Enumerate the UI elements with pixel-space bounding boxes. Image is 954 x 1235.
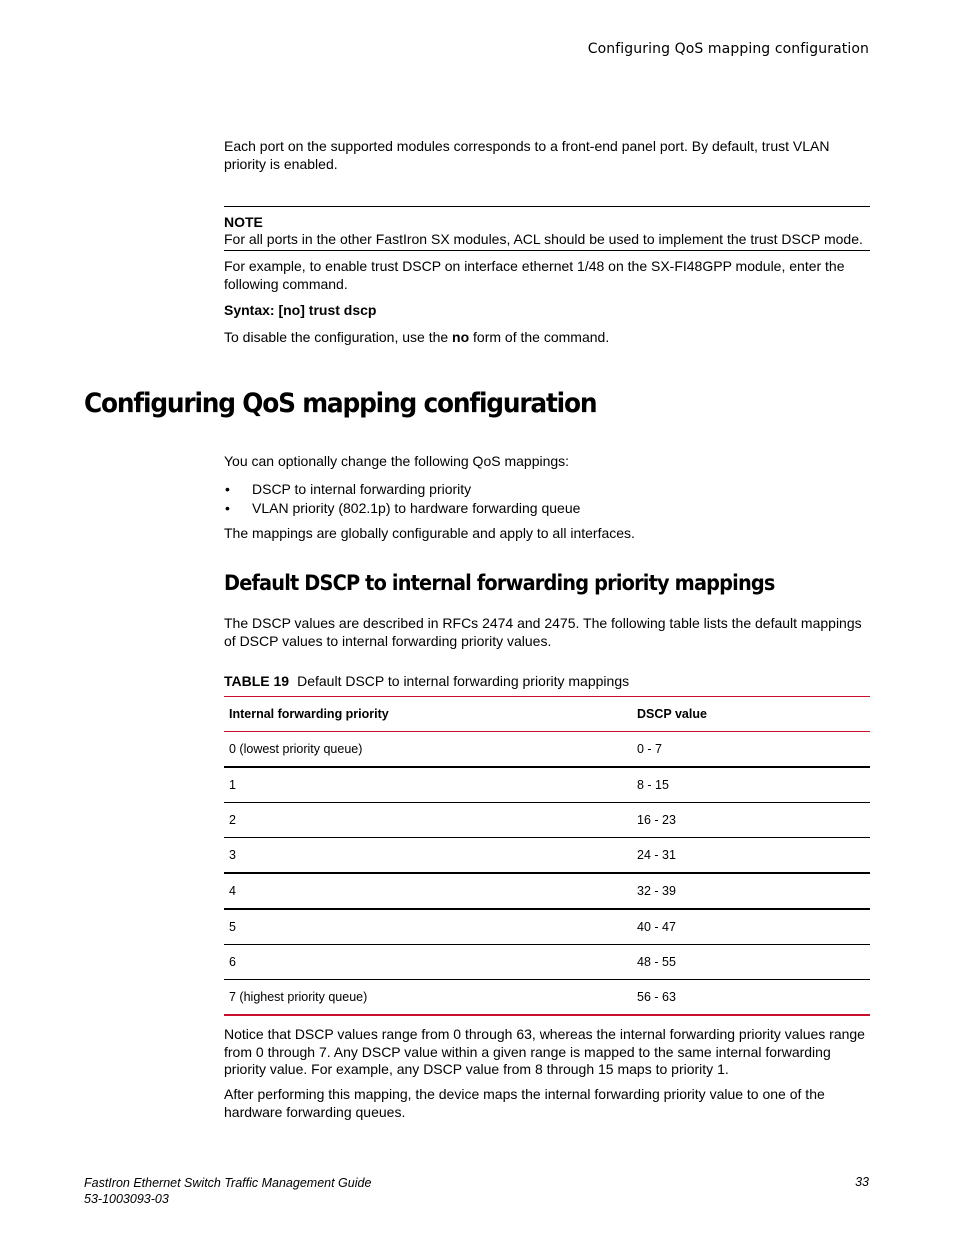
- bullet-marker: •: [225, 481, 230, 497]
- list-item: [224, 480, 580, 499]
- table-cell: 4: [229, 884, 236, 898]
- table-cell: 24 - 31: [637, 848, 676, 862]
- section-title-dscp-mappings: Default DSCP to internal forwarding priority mappings: [224, 571, 775, 595]
- note-text: For all ports in the other FastIron SX modules, ACL should be used to implement the trust DSCP mode.: [224, 231, 863, 247]
- disable-paragraph: [224, 329, 870, 347]
- after-table-paragraph-2: After performing this mapping, the device maps the internal forwarding priority value to one of the hardware forwarding queues.: [224, 1086, 825, 1120]
- table-row: [224, 732, 870, 768]
- table-cell: 7 (highest priority queue): [229, 990, 368, 1004]
- running-header: Configuring QoS mapping configuration: [587, 41, 869, 57]
- table-cell: 40 - 47: [637, 920, 676, 934]
- footer-left: [84, 1175, 371, 1207]
- disable-text-after: form of the command.: [469, 329, 610, 345]
- table-caption-label: TABLE 19: [224, 673, 290, 689]
- column-header: DSCP value: [637, 707, 707, 721]
- section2-intro: The DSCP values are described in RFCs 2474 and 2475. The following table lists the default mappings of DSCP values to internal forwarding priority values.: [224, 615, 862, 649]
- table-row: [224, 803, 870, 838]
- note-label: NOTE: [224, 214, 263, 230]
- table-cell: 16 - 23: [637, 813, 676, 827]
- table-cell: 0 - 7: [637, 742, 663, 756]
- table-row: [224, 873, 870, 909]
- table-cell: 1: [229, 778, 236, 792]
- list-item: [224, 499, 580, 518]
- table-cell: 5: [229, 920, 236, 934]
- column-header: Internal forwarding priority: [229, 707, 389, 721]
- table-cell: 56 - 63: [637, 990, 676, 1004]
- table-cell: 8 - 15: [637, 778, 669, 792]
- footer-guide-title: FastIron Ethernet Switch Traffic Management Guide: [84, 1176, 372, 1190]
- section1-closing: The mappings are globally configurable and apply to all interfaces.: [224, 525, 635, 541]
- table-header-row: [224, 697, 870, 732]
- dscp-mapping-table: [224, 696, 870, 1016]
- table-cell: 0 (lowest priority queue): [229, 742, 363, 756]
- after-table-paragraph-1: Notice that DSCP values range from 0 through 63, whereas the internal forwarding priority values range from 0 through 7. Any DSCP value within a given range is mapped to the same internal forwarding priority value. For example, any DSCP value from 8 through 15 maps to priority 1.: [224, 1026, 865, 1077]
- table-cell: 3: [229, 848, 236, 862]
- table-cell: 32 - 39: [637, 884, 676, 898]
- section1-intro: You can optionally change the following QoS mappings:: [224, 453, 570, 469]
- list-item-text: VLAN priority (802.1p) to hardware forwarding queue: [252, 500, 581, 516]
- table-cell: 6: [229, 955, 236, 969]
- qos-mapping-list: [224, 480, 580, 518]
- syntax-line: Syntax: [no] trust dscp: [224, 302, 377, 318]
- table-cell: 2: [229, 813, 236, 827]
- table-row: [224, 767, 870, 803]
- section-title-qos-mapping: Configuring QoS mapping configuration: [84, 388, 597, 419]
- table-caption: [224, 673, 629, 689]
- table-row: [224, 980, 870, 1016]
- table-cell: 48 - 55: [637, 955, 676, 969]
- example-paragraph: For example, to enable trust DSCP on interface ethernet 1/48 on the SX-FI48GPP module, enter the following command.: [224, 258, 845, 292]
- page-number: 33: [855, 1175, 869, 1189]
- disable-text-before: To disable the configuration, use the: [224, 329, 453, 345]
- table-row: [224, 945, 870, 980]
- table-row: [224, 909, 870, 945]
- intro-paragraph: Each port on the supported modules corresponds to a front-end panel port. By default, trust VLAN priority is enabled.: [224, 138, 830, 172]
- list-item-text: DSCP to internal forwarding priority: [252, 481, 472, 497]
- footer-doc-number: 53-1003093-03: [84, 1192, 169, 1206]
- bullet-marker: •: [225, 500, 230, 516]
- note-box: [224, 206, 870, 251]
- table-row: [224, 838, 870, 874]
- table-caption-text: Default DSCP to internal forwarding priority mappings: [297, 673, 630, 689]
- disable-keyword: no: [452, 329, 470, 345]
